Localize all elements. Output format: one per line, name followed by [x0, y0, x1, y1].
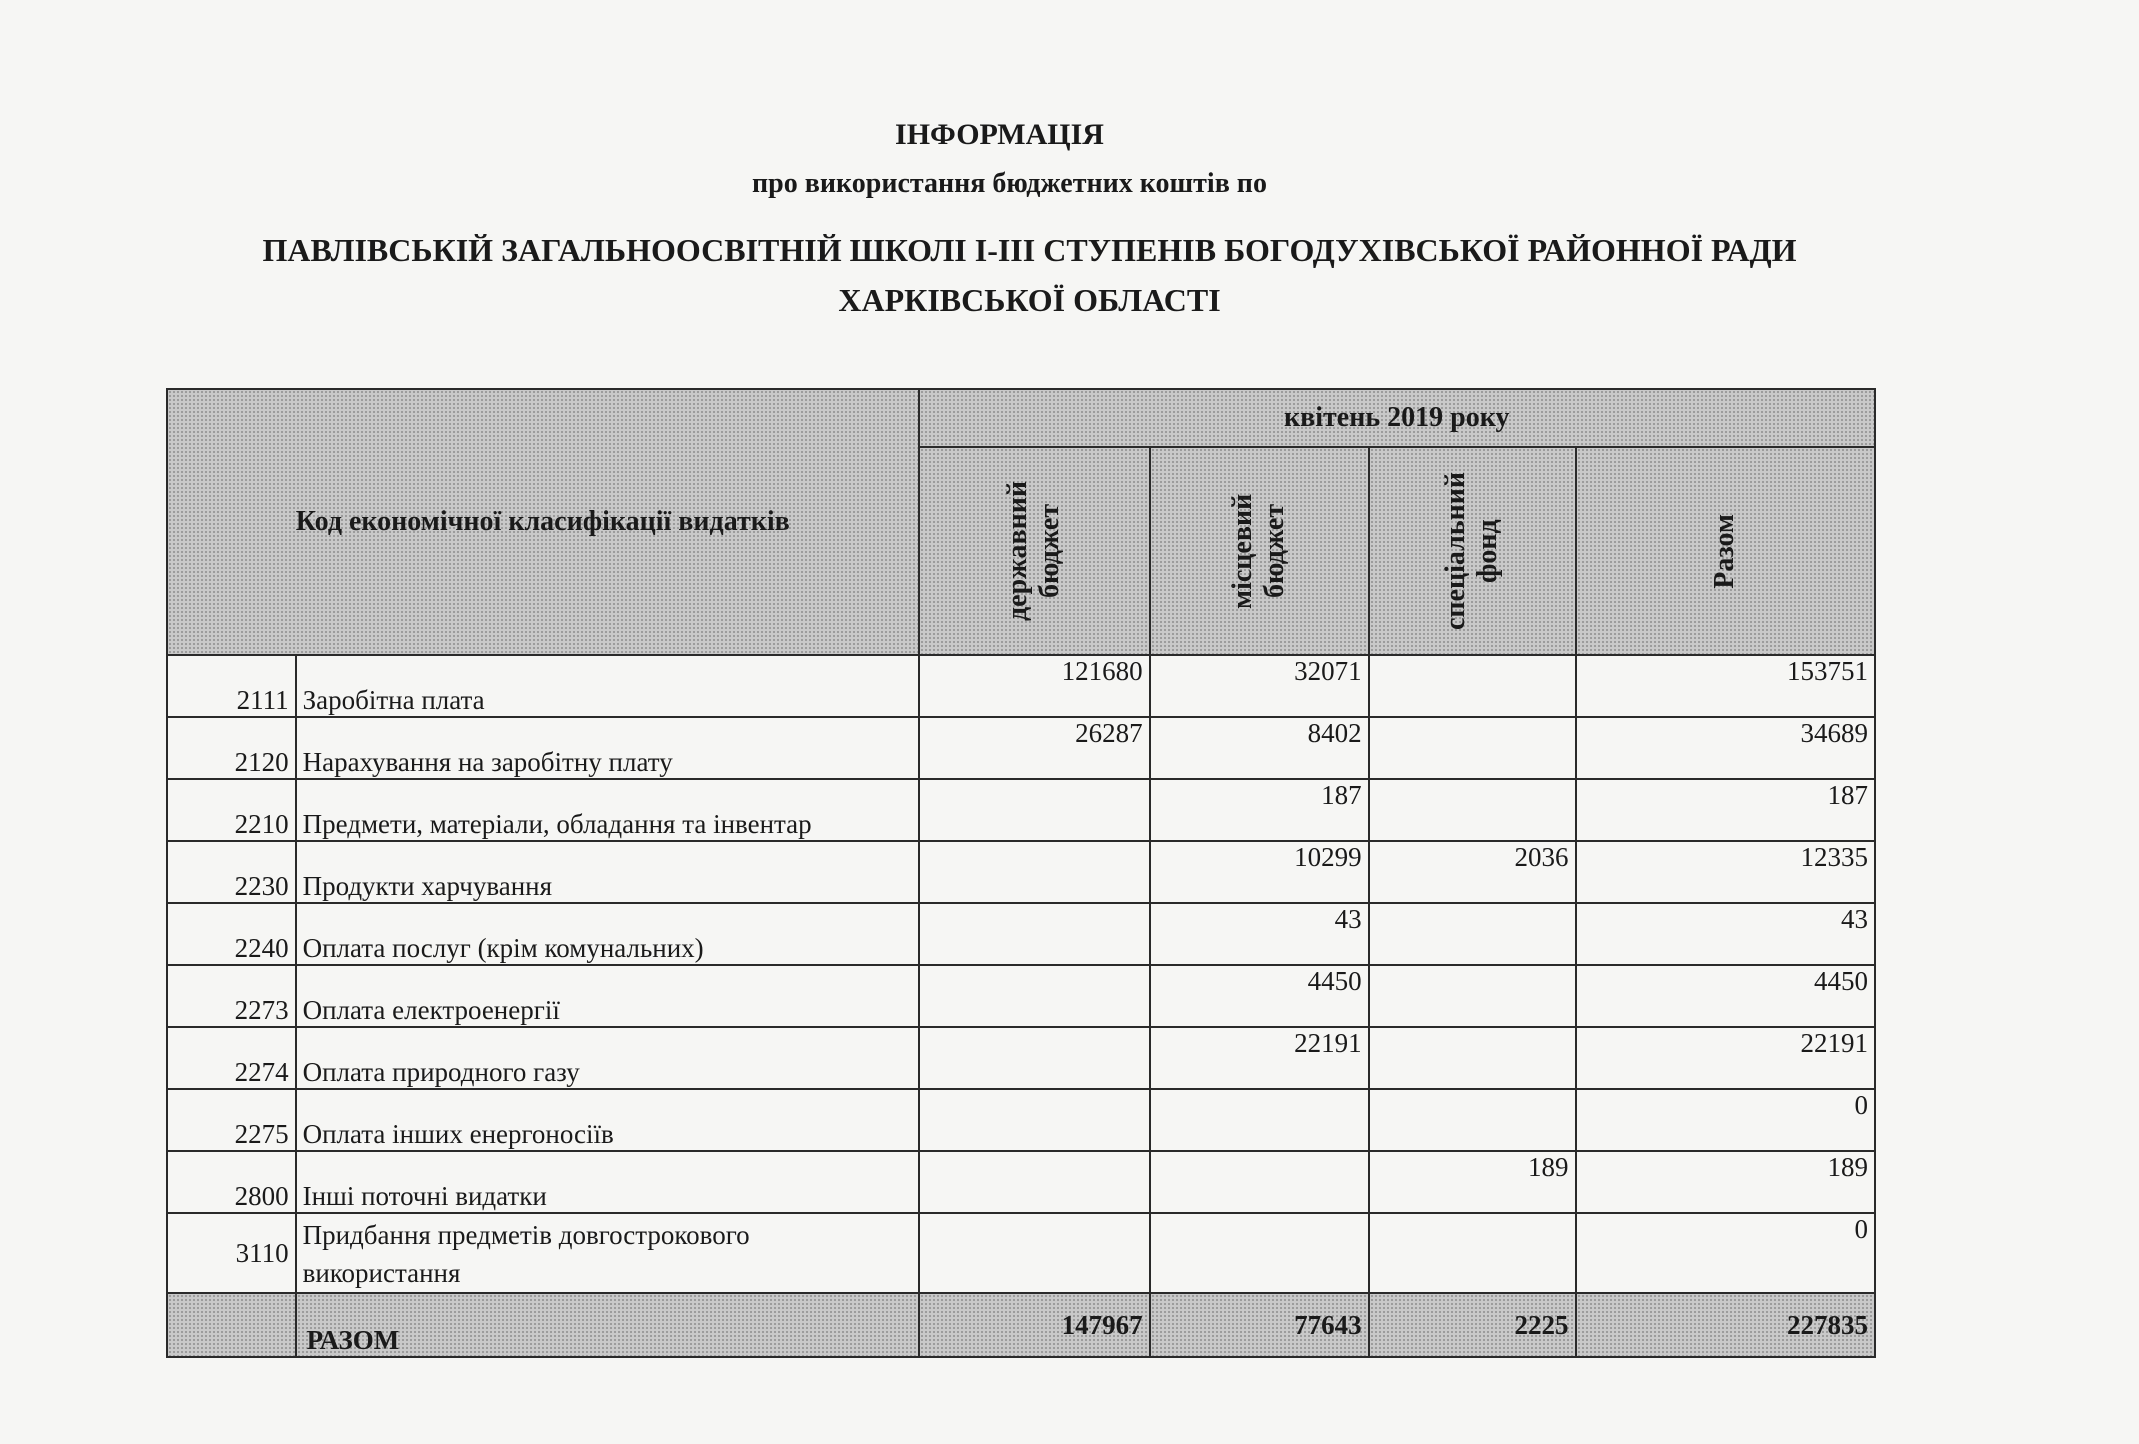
total-value: 187 [1576, 779, 1875, 841]
expense-name: Оплата електроенергії [296, 965, 919, 1027]
state-budget-value [919, 1151, 1150, 1213]
total-label: РАЗОМ [296, 1293, 919, 1357]
total-row [167, 1293, 1875, 1357]
state-budget-value [919, 1089, 1150, 1151]
expense-name: Заробітна плата [296, 655, 919, 717]
total-value: 153751 [1576, 655, 1875, 717]
total-state-budget: 147967 [919, 1293, 1150, 1357]
table-row [167, 841, 1875, 903]
expense-code: 2274 [167, 1027, 296, 1089]
local-budget-value: 32071 [1150, 655, 1369, 717]
expense-name: Оплата природного газу [296, 1027, 919, 1089]
table-row [167, 1027, 1875, 1089]
local-budget-value: 10299 [1150, 841, 1369, 903]
table-row [167, 1089, 1875, 1151]
expense-code: 2240 [167, 903, 296, 965]
expense-name: Інші поточні видатки [296, 1151, 919, 1213]
expense-name: Продукти харчування [296, 841, 919, 903]
expense-name: Оплата інших енергоносіїв [296, 1089, 919, 1151]
state-budget-value [919, 1027, 1150, 1089]
state-budget-value [919, 903, 1150, 965]
total-special-fund: 2225 [1369, 1293, 1576, 1357]
total-value: 189 [1576, 1151, 1875, 1213]
state-budget-value [919, 841, 1150, 903]
expense-code: 2230 [167, 841, 296, 903]
table-row [167, 1213, 1875, 1293]
organization-name-line-2: ХАРКІВСЬКОЇ ОБЛАСТІ [838, 282, 1221, 318]
state-budget-value [919, 779, 1150, 841]
special-fund-value [1369, 965, 1576, 1027]
expense-name: Предмети, матеріали, обладання та інвентар [296, 779, 919, 841]
special-fund-value [1369, 1213, 1576, 1293]
table-row [167, 1151, 1875, 1213]
state-budget-value: 121680 [919, 655, 1150, 717]
expense-code: 2800 [167, 1151, 296, 1213]
state-budget-value [919, 1213, 1150, 1293]
table-row [167, 717, 1875, 779]
special-fund-value [1369, 903, 1576, 965]
period-header: квітень 2019 року [919, 389, 1876, 447]
code-classification-header: Код економічної класифікації видатків [167, 389, 919, 655]
expense-name: Нарахування на заробітну плату [296, 717, 919, 779]
expense-code: 2275 [167, 1089, 296, 1151]
expense-code: 2111 [167, 655, 296, 717]
column-header-special-fund: спеціальний фонд [1369, 447, 1576, 655]
state-budget-value [919, 965, 1150, 1027]
special-fund-value [1369, 655, 1576, 717]
local-budget-value [1150, 1213, 1369, 1293]
expense-name: Придбання предметів довгострокового використання [296, 1213, 919, 1293]
total-value: 34689 [1576, 717, 1875, 779]
total-value: 4450 [1576, 965, 1875, 1027]
column-header-total: Разом [1576, 447, 1875, 655]
total-value: 12335 [1576, 841, 1875, 903]
expense-code: 2210 [167, 779, 296, 841]
total-value: 0 [1576, 1213, 1875, 1293]
local-budget-value [1150, 1089, 1369, 1151]
document-title: ІНФОРМАЦІЯ [895, 118, 1104, 151]
special-fund-value: 2036 [1369, 841, 1576, 903]
expense-code: 3110 [167, 1213, 296, 1293]
special-fund-value [1369, 779, 1576, 841]
special-fund-value: 189 [1369, 1151, 1576, 1213]
special-fund-value [1369, 717, 1576, 779]
grand-total: 227835 [1576, 1293, 1875, 1357]
total-value: 22191 [1576, 1027, 1875, 1089]
table-row [167, 903, 1875, 965]
local-budget-value: 22191 [1150, 1027, 1369, 1089]
special-fund-value [1369, 1089, 1576, 1151]
table-row [167, 965, 1875, 1027]
expense-code: 2120 [167, 717, 296, 779]
table-row [167, 655, 1875, 717]
total-value: 0 [1576, 1089, 1875, 1151]
expense-name: Оплата послуг (крім комунальних) [296, 903, 919, 965]
document-subtitle: про використання бюджетних коштів по [752, 168, 1267, 199]
local-budget-value: 43 [1150, 903, 1369, 965]
budget-usage-table [166, 388, 1876, 1358]
column-header-state-budget: державний бюджет [919, 447, 1150, 655]
local-budget-value: 187 [1150, 779, 1369, 841]
state-budget-value: 26287 [919, 717, 1150, 779]
total-row-code-cell [167, 1293, 296, 1357]
local-budget-value: 4450 [1150, 965, 1369, 1027]
organization-name-line-1: ПАВЛІВСЬКІЙ ЗАГАЛЬНООСВІТНІЙ ШКОЛІ І-ІІІ СТУПЕНІВ БОГОДУХІВСЬКОЇ РАЙОННОЇ РАДИ [262, 232, 1797, 268]
local-budget-value [1150, 1151, 1369, 1213]
special-fund-value [1369, 1027, 1576, 1089]
expense-code: 2273 [167, 965, 296, 1027]
total-local-budget: 77643 [1150, 1293, 1369, 1357]
total-value: 43 [1576, 903, 1875, 965]
local-budget-value: 8402 [1150, 717, 1369, 779]
table-row [167, 779, 1875, 841]
column-header-local-budget: місцевий бюджет [1150, 447, 1369, 655]
